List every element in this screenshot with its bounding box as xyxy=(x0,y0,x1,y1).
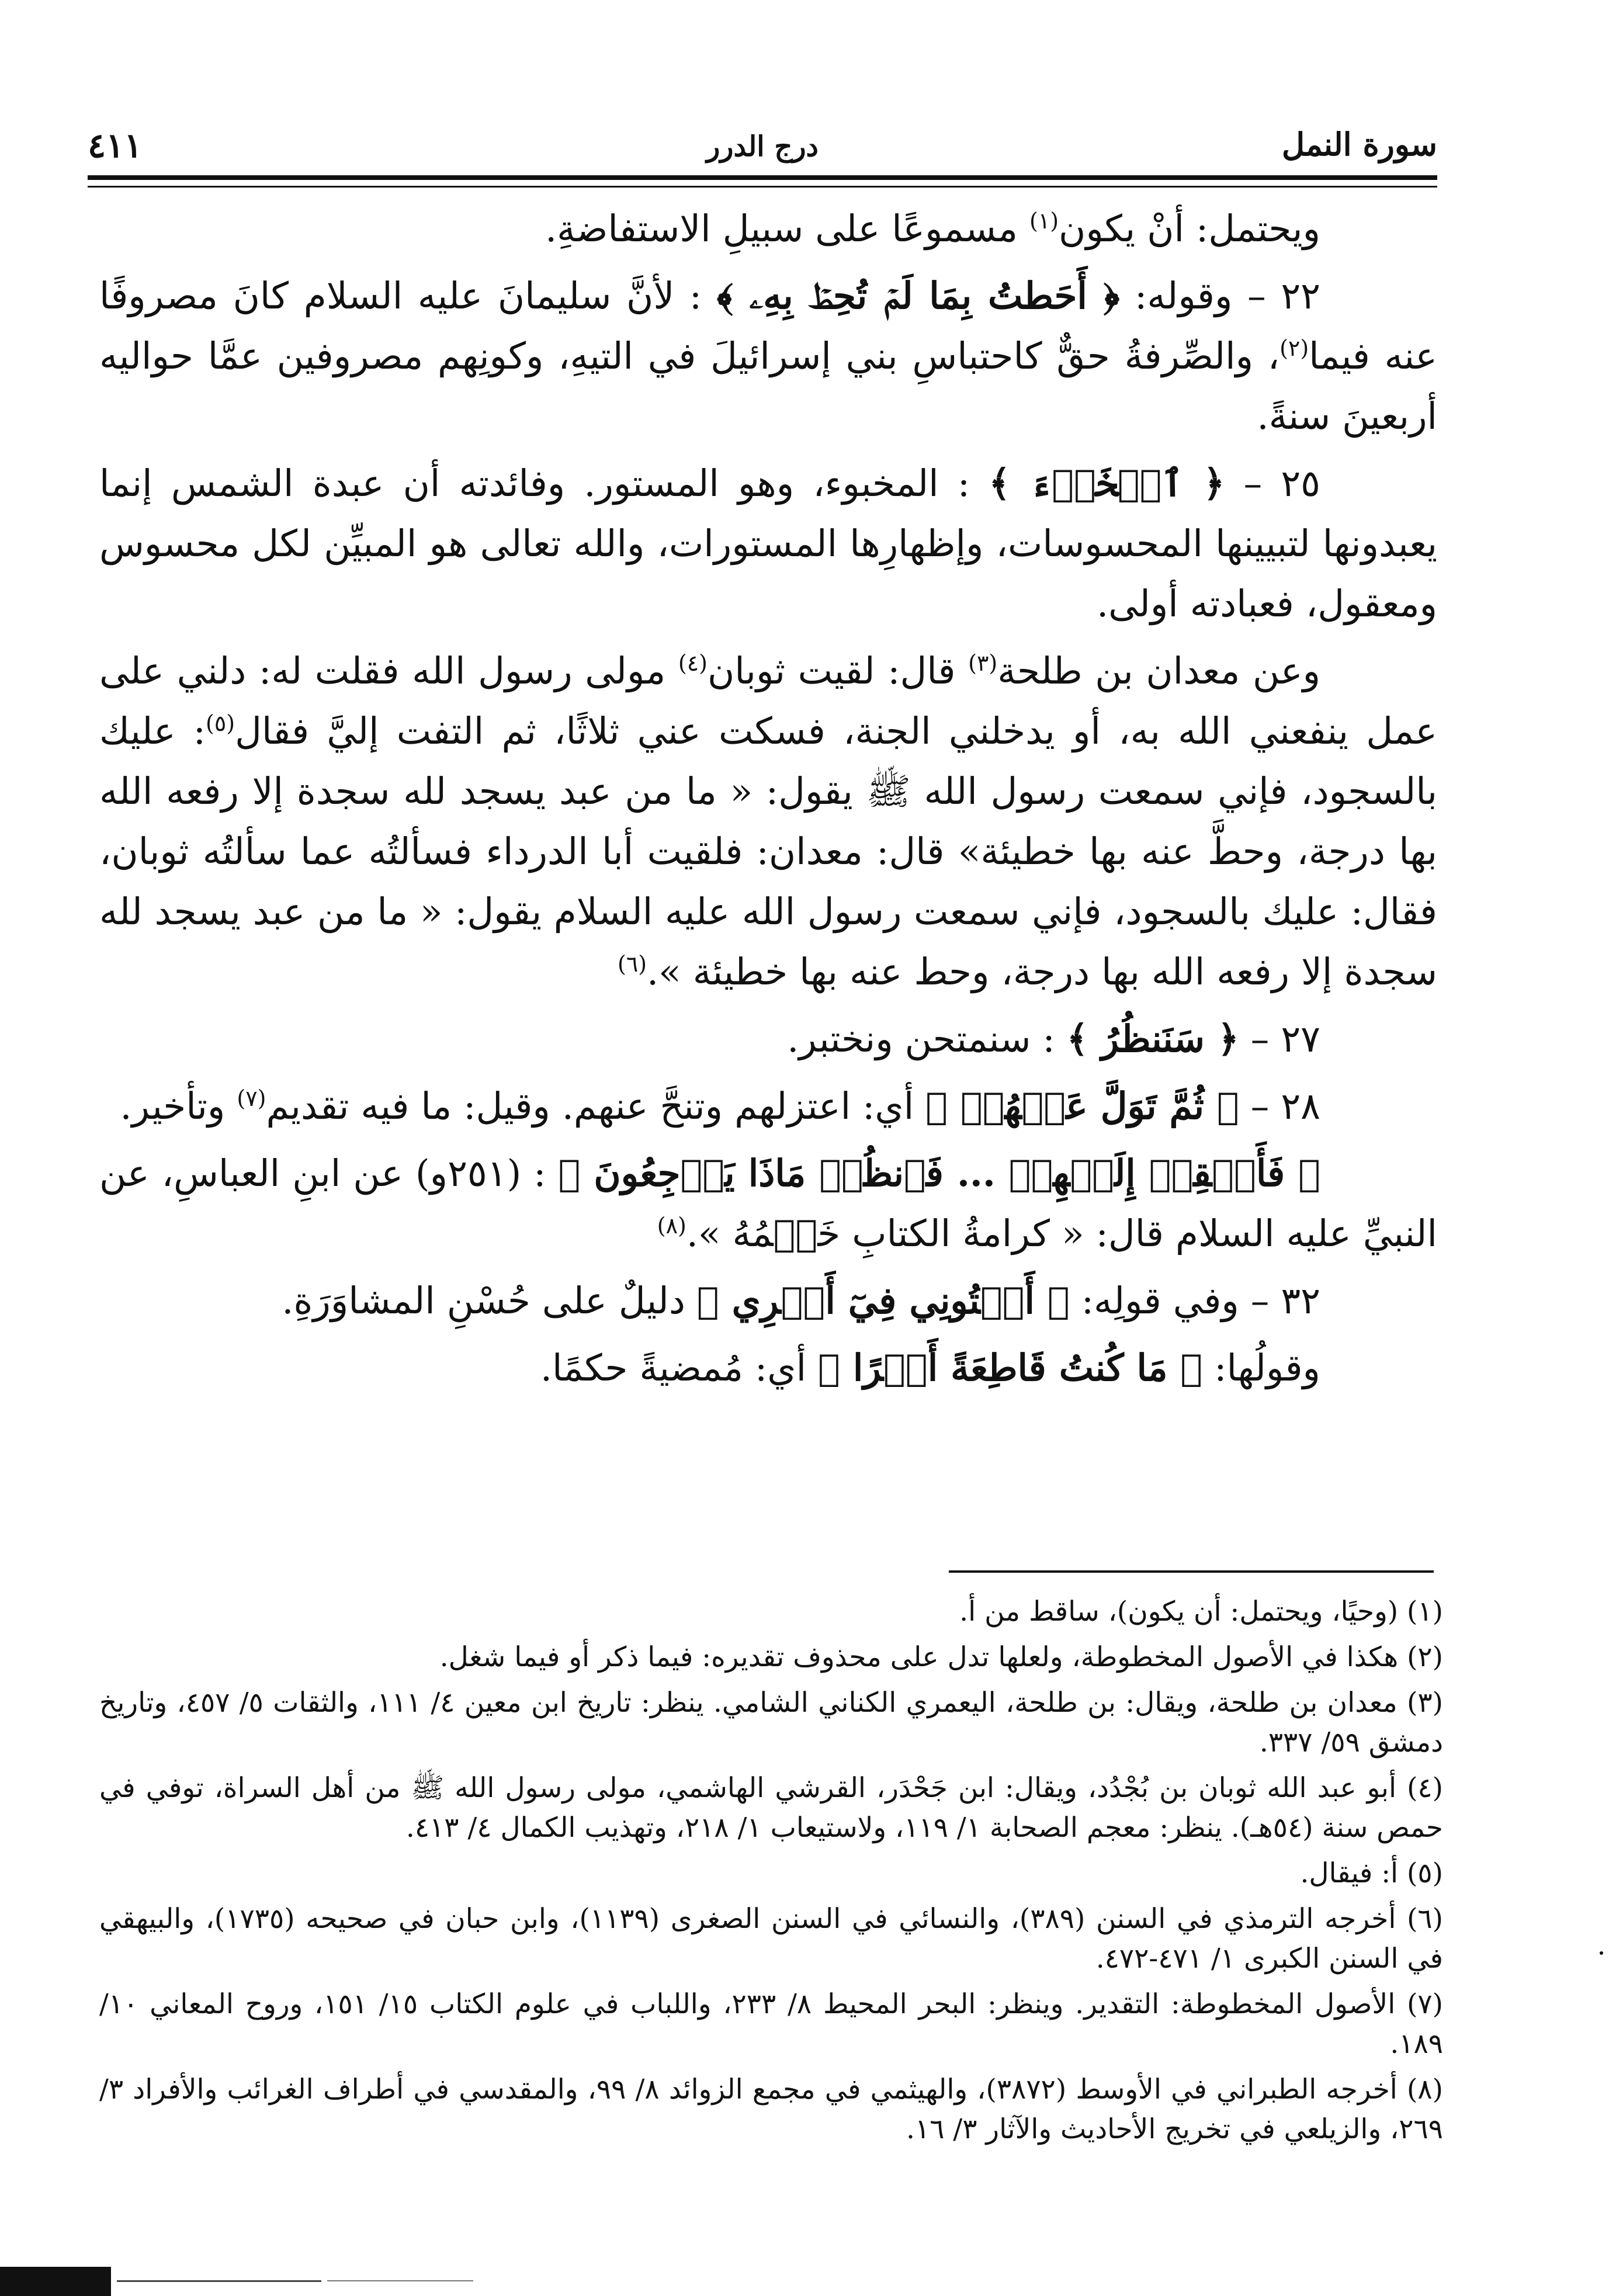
quran-quote: ﴿ ٱلۡخَبۡءَ ﴾ xyxy=(989,462,1225,505)
paragraph xyxy=(99,266,1437,446)
scan-speck xyxy=(1600,1951,1603,1955)
footnote: (٥) أ: فيقال. xyxy=(1300,1857,1443,1889)
header-book-title: درج الدرر xyxy=(706,130,819,163)
text-run: مسموعًا على سبيلِ الاستفاضةِ. xyxy=(545,207,1029,250)
text-run: : (٢٥١و) عن ابنِ العباسِ، عن النبيِّ عليه السلام قال: « كرامةُ الكتابِ خَتۡمُهُ ». xyxy=(99,1152,1437,1255)
scan-edge-mark xyxy=(0,2267,111,2296)
paragraph xyxy=(99,1271,1437,1331)
text-run: ٢٧ – xyxy=(1239,1018,1320,1060)
header-surah-title: سورة النمل xyxy=(1281,126,1437,163)
main-text xyxy=(99,199,1437,1405)
scan-line xyxy=(327,2280,473,2281)
footnote-separator xyxy=(949,1570,1434,1573)
text-run: دليلٌ على حُسْنِ المشاوَرَةِ. xyxy=(282,1279,697,1322)
text-run: ، والصِّرفةُ حقٌّ كاحتباسِ بني إسرائيلَ في التيهِ، وكونِهم مصروفين عمَّا حواليه أربعينَ سنةً. xyxy=(99,335,1437,438)
text-run: وتأخير. xyxy=(120,1085,237,1128)
header-rule-thin xyxy=(88,186,1437,188)
footnote-ref: (١) xyxy=(1029,208,1059,234)
paragraph xyxy=(99,1143,1437,1264)
footnotes xyxy=(99,1592,1443,2155)
scan-line xyxy=(117,2280,321,2282)
footnote: (٢) هكذا في الأصول المخطوطة، ولعلها تدل على محذوف تقديره: فيما ذكر أو فيما شغل. xyxy=(439,1641,1443,1673)
footnote: (٨) أخرجه الطبراني في الأوسط (٣٨٧٢)، والهيثمي في مجمع الزوائد ٨/ ٩٩، والمقدسي في أطراف الغرائب والأفراد ٣/ ٢٦٩، والزيلعي في تخريج الأحاديث والآثار ٣/ ١٦. xyxy=(99,2073,1443,2145)
footnote-ref: (٨) xyxy=(657,1213,686,1239)
text-run: : عليك بالسجود، فإني سمعت رسول الله ﷺ يقول: « ما من عبد يسجد لله سجدة إلا رفعه الله بها درجة، وحطَّ عنه بها خطيئة» قال: معدان: فلقيت أبا الدرداء فسألتُه عما سألتُه ثوبان، فقال: عليك بالسجود، فإني سمعت رسول الله عليه السلام يقول: « ما من عبد يسجد لله سجدة إلا رفعه الله بها درجة، وحط عنه بها خطيئة ». xyxy=(99,710,1437,993)
paragraph xyxy=(99,641,1437,1002)
text-run: مولى رسول الله فقلت له: دلني على عمل ينفعني الله به، أو يدخلني الجنة، فسكت عني ثلاثًا، ثم التفت إليَّ فقال xyxy=(99,650,1437,752)
footnote-ref: (٣) xyxy=(968,650,998,676)
footnote: (٦) أخرجه الترمذي في السنن (٣٨٩)، والنسائي في السنن الصغرى (١١٣٩)، وابن حبان في صحيحه (١٧٣٥)، والبيهقي في السنن الكبرى ١/ ٤٧١-٤٧٢. xyxy=(99,1903,1443,1975)
footnote-ref: (٧) xyxy=(237,1085,266,1111)
footnote-ref: (٤) xyxy=(678,650,708,676)
text-run: قال: لقيت ثوبان xyxy=(707,650,969,692)
text-run: ويحتمل: أنْ يكون xyxy=(1059,207,1320,250)
quran-quote: ﴿ ثُمَّ تَوَلَّ عَنۡهُمۡ ﴾ xyxy=(925,1084,1239,1128)
text-run: : لأنَّ سليمانَ عليه السلام كانَ مصروفًا عنه فيما xyxy=(99,275,1437,377)
paragraph xyxy=(99,1009,1437,1069)
footnote-ref: (٢) xyxy=(1279,335,1309,361)
header-rule-thick xyxy=(88,175,1437,180)
text-run: : سنمتحن ونختبر. xyxy=(787,1018,1067,1060)
text-run: أي: مُمضيةً حكمًا. xyxy=(540,1347,819,1389)
footnote: (١) (وحيًا، ويحتمل: أن يكون)، ساقط من أ. xyxy=(959,1596,1443,1628)
quran-quote: ﴿ مَا كُنتُ قَاطِعَةً أَمۡرًا ﴾ xyxy=(818,1346,1203,1389)
footnote-ref: (٥) xyxy=(206,710,235,736)
footnote: (٧) الأصول المخطوطة: التقدير. وينظر: البحر المحيط ٨/ ٢٣٣، واللباب في علوم الكتاب ١٥/ ١٥١، وروح المعاني ١٠/ ١٨٩. xyxy=(99,1988,1444,2060)
text-run: وعن معدان بن طلحة xyxy=(997,650,1320,692)
paragraph xyxy=(99,453,1437,634)
text-run: وقولُها: xyxy=(1202,1347,1320,1389)
text-run: ٢٥ – xyxy=(1225,462,1321,505)
paragraph xyxy=(99,1338,1437,1398)
footnote: (٣) معدان بن طلحة، ويقال: بن طلحة، اليعمري الكناني الشامي. ينظر: تاريخ ابن معين ٤/ ١١١، والثقات ٥/ ٤٥٧، وتاريخ دمشق ٥٩/ ٣٣٧. xyxy=(99,1687,1443,1759)
text-run: ٢٨ – xyxy=(1239,1085,1320,1128)
page-number: ٤١١ xyxy=(88,126,143,165)
text-run: ٢٢ – وقوله: xyxy=(1119,275,1320,317)
quran-quote: ﴿ أَحَطتُ بِمَا لَمۡ تُحِطۡ بِهِۦ ﴾ xyxy=(716,274,1120,317)
text-run: أي: اعتزلهم وتنحَّ عنهم. وقيل: ما فيه تقديم xyxy=(266,1085,926,1128)
running-header xyxy=(88,120,1437,172)
footnote: (٤) أبو عبد الله ثوبان بن بُجْدُد، ويقال: ابن جَحْدَر، القرشي الهاشمي، مولى رسول الله ﷺ من أهل السراة، توفي في حمص سنة (٥٤هـ). ينظر: معجم الصحابة ١/ ١١٩، ولاستيعاب ١/ ٢١٨، وتهذيب الكمال ٤/ ٤١٣. xyxy=(99,1772,1443,1844)
quran-quote: ﴿ سَنَنظُرُ ﴾ xyxy=(1066,1017,1239,1060)
footnote-ref: (٦) xyxy=(618,951,647,977)
text-run: ٣٢ – وفي قولِه: xyxy=(1069,1279,1320,1322)
paragraph xyxy=(99,199,1437,259)
paragraph xyxy=(99,1076,1437,1136)
text-run: : المخبوء، وهو المستور. وفائدته أن عبدة الشمس إنما يعبدونها لتبيينها المحسوسات، وإظهارِها المستورات، والله تعالى هو المبيِّن لكل محسوس ومعقول، فعبادته أولى. xyxy=(99,462,1437,625)
quran-quote: ﴿ فَأَلۡقِهۡ إِلَيۡهِمۡ ... فَٱنظُرۡ مَاذَا يَرۡجِعُونَ ﴾ xyxy=(558,1152,1321,1195)
quran-quote: ﴿ أَفۡتُونِي فِيٓ أَمۡرِي ﴾ xyxy=(696,1279,1070,1322)
